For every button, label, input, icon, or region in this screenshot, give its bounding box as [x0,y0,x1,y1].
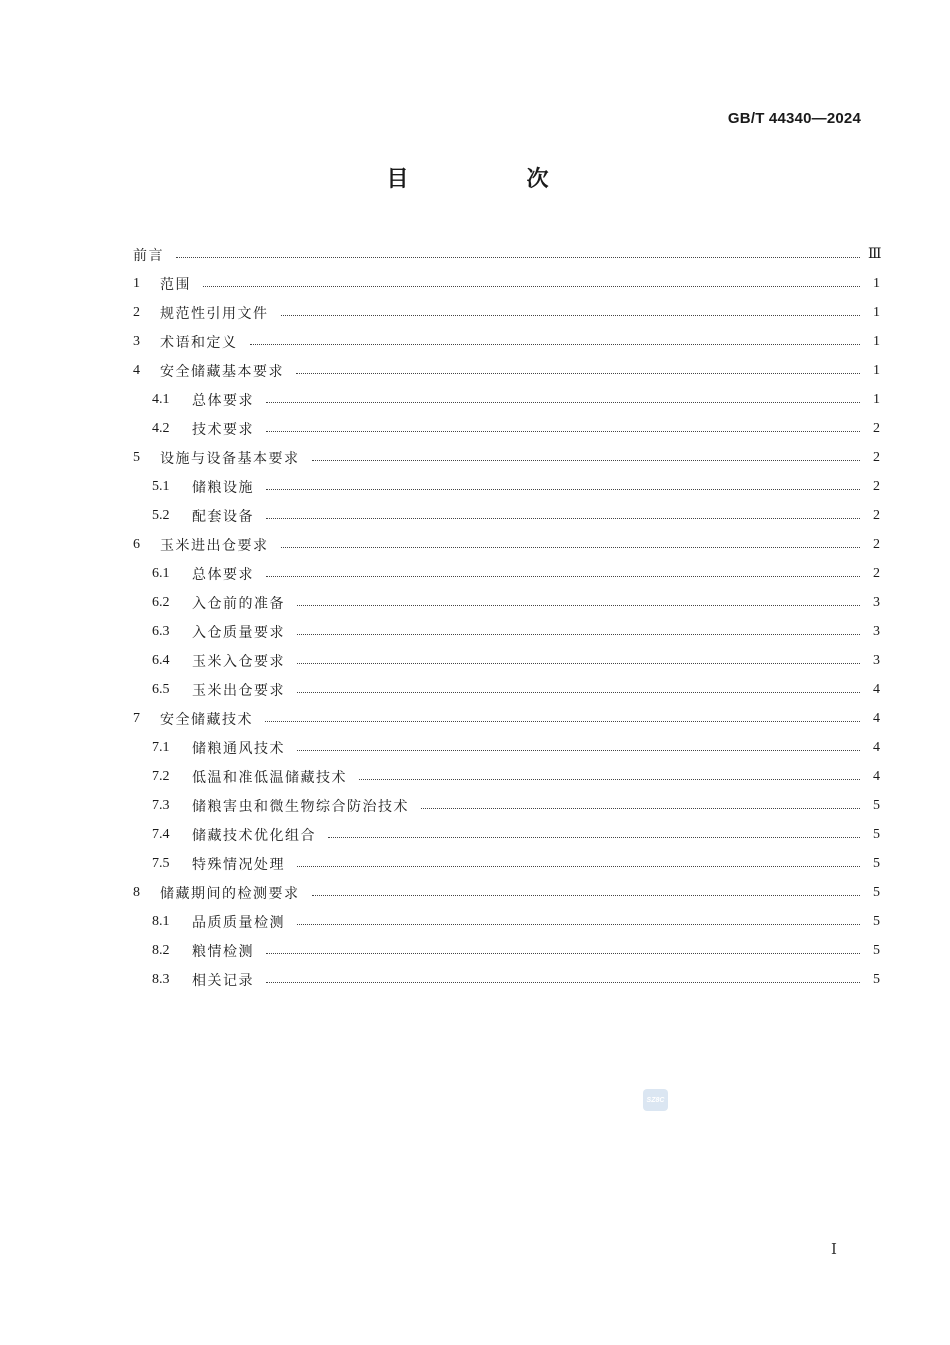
toc-entry-number: 7.4 [152,826,170,842]
dot-leader [266,388,860,403]
toc-entry-number: 6.1 [152,565,170,581]
toc-entry-title: 特殊情况处理 [192,856,285,873]
toc-entry[interactable] [133,849,880,878]
toc-entry-page: 5 [873,913,880,929]
toc-entry-page: 1 [873,333,880,349]
dot-leader [266,475,860,490]
dot-leader [297,620,860,635]
toc-entry-title: 品质质量检测 [192,914,285,931]
toc-entry-number: 6.2 [152,594,170,610]
dot-leader [328,823,860,838]
toc-entry[interactable] [133,704,880,733]
toc-entry-page: 3 [873,594,880,610]
toc-entry-page: 3 [873,623,880,639]
toc-entry-page: 2 [873,420,880,436]
toc-entry-title: 相关记录 [192,972,254,989]
toc-entry-page: 1 [873,275,880,291]
toc-entry-title: 低温和准低温储藏技术 [192,769,347,786]
toc-entry[interactable] [133,588,880,617]
toc-entry-page: 2 [873,507,880,523]
toc-entry-title: 玉米入仓要求 [192,653,285,670]
toc-entry-number: 2 [133,304,140,320]
toc-entry-title: 玉米出仓要求 [192,682,285,699]
toc-entry-page: 5 [873,826,880,842]
toc-entry[interactable] [133,501,880,530]
toc-entry-number: 5.1 [152,478,170,494]
toc-entry[interactable] [133,443,880,472]
table-of-contents [133,240,880,994]
toc-entry-number: 7.5 [152,855,170,871]
toc-entry-page: 4 [873,739,880,755]
toc-entry[interactable] [133,240,880,269]
toc-entry-title: 前言 [133,247,164,264]
toc-entry[interactable] [133,327,880,356]
toc-entry-page: 4 [873,768,880,784]
toc-entry[interactable] [133,530,880,559]
toc-entry-page: 2 [873,478,880,494]
toc-entry-page: 5 [873,884,880,900]
dot-leader [359,765,860,780]
toc-entry-number: 7.3 [152,797,170,813]
toc-entry-number: 8.2 [152,942,170,958]
toc-entry[interactable] [133,298,880,327]
toc-entry-number: 7.1 [152,739,170,755]
watermark-logo: SZ8C [643,1089,668,1111]
toc-entry-page: 4 [873,681,880,697]
toc-entry-title: 总体要求 [192,392,254,409]
toc-entry[interactable] [133,936,880,965]
toc-entry-number: 4.2 [152,420,170,436]
dot-leader [297,852,860,867]
toc-entry-number: 3 [133,333,140,349]
dot-leader [265,707,860,722]
page-title: 目 次 [386,167,597,192]
toc-entry-title: 设施与设备基本要求 [160,450,300,467]
toc-entry-title: 安全储藏基本要求 [160,363,284,380]
dot-leader [266,504,860,519]
toc-entry[interactable] [133,414,880,443]
toc-entry-title: 储粮害虫和微生物综合防治技术 [192,798,409,815]
dot-leader [250,330,861,345]
dot-leader [203,272,860,287]
toc-entry[interactable] [133,646,880,675]
dot-leader [266,417,860,432]
dot-leader [312,446,861,461]
standard-number: GB/T 44340—2024 [727,110,861,127]
toc-entry[interactable] [133,559,880,588]
toc-entry-page: 4 [873,710,880,726]
dot-leader [297,649,860,664]
toc-entry-number: 4 [133,362,140,378]
toc-entry-title: 安全储藏技术 [160,711,253,728]
toc-entry-title: 技术要求 [192,421,254,438]
dot-leader [297,591,860,606]
toc-entry-number: 6.3 [152,623,170,639]
toc-entry-page: 5 [873,855,880,871]
toc-entry[interactable] [133,385,880,414]
toc-entry[interactable] [133,791,880,820]
toc-entry-title: 粮情检测 [192,943,254,960]
toc-entry-page: 2 [873,565,880,581]
toc-entry[interactable] [133,617,880,646]
dot-leader [176,243,860,258]
toc-entry-number: 5.2 [152,507,170,523]
toc-entry-title: 储粮通风技术 [192,740,285,757]
toc-entry[interactable] [133,733,880,762]
toc-entry[interactable] [133,762,880,791]
dot-leader [296,359,860,374]
toc-entry-title: 入仓质量要求 [192,624,285,641]
toc-entry-title: 术语和定义 [160,334,238,351]
toc-entry[interactable] [133,965,880,994]
dot-leader [297,678,860,693]
toc-entry-page: 2 [873,536,880,552]
toc-entry-title: 玉米进出仓要求 [160,537,269,554]
toc-entry-number: 5 [133,449,140,465]
toc-entry-title: 范围 [160,276,191,293]
toc-entry-title: 储粮设施 [192,479,254,496]
dot-leader [281,533,861,548]
dot-leader [266,968,860,983]
dot-leader [266,562,860,577]
toc-entry[interactable] [133,472,880,501]
toc-entry-page: 1 [873,391,880,407]
toc-entry-title: 配套设备 [192,508,254,525]
toc-entry-number: 7.2 [152,768,170,784]
toc-entry-page: 5 [873,797,880,813]
dot-leader [281,301,861,316]
toc-entry-page: 3 [873,652,880,668]
dot-leader [312,881,861,896]
toc-entry-title: 入仓前的准备 [192,595,285,612]
toc-entry-number: 6 [133,536,140,552]
toc-entry-page: 5 [873,971,880,987]
toc-entry-number: 8.3 [152,971,170,987]
toc-entry[interactable] [133,820,880,849]
toc-entry-title: 总体要求 [192,566,254,583]
toc-entry-title: 储藏期间的检测要求 [160,885,300,902]
toc-entry[interactable] [133,878,880,907]
toc-entry-page: 5 [873,942,880,958]
toc-entry[interactable] [133,269,880,298]
toc-entry-number: 7 [133,710,140,726]
dot-leader [297,736,860,751]
toc-entry-number: 1 [133,275,140,291]
toc-entry[interactable] [133,675,880,704]
toc-entry-title: 规范性引用文件 [160,305,269,322]
toc-entry-title: 储藏技术优化组合 [192,827,316,844]
page-number: Ⅰ [831,1242,837,1258]
toc-entry-number: 8.1 [152,913,170,929]
dot-leader [421,794,860,809]
toc-entry-number: 6.4 [152,652,170,668]
dot-leader [266,939,860,954]
toc-entry[interactable] [133,907,880,936]
toc-entry-number: 8 [133,884,140,900]
toc-entry-page: Ⅲ [868,247,882,262]
toc-entry[interactable] [133,356,880,385]
toc-entry-page: 2 [873,449,880,465]
toc-entry-page: 1 [873,362,880,378]
toc-entry-number: 4.1 [152,391,170,407]
dot-leader [297,910,860,925]
toc-entry-page: 1 [873,304,880,320]
toc-entry-number: 6.5 [152,681,170,697]
